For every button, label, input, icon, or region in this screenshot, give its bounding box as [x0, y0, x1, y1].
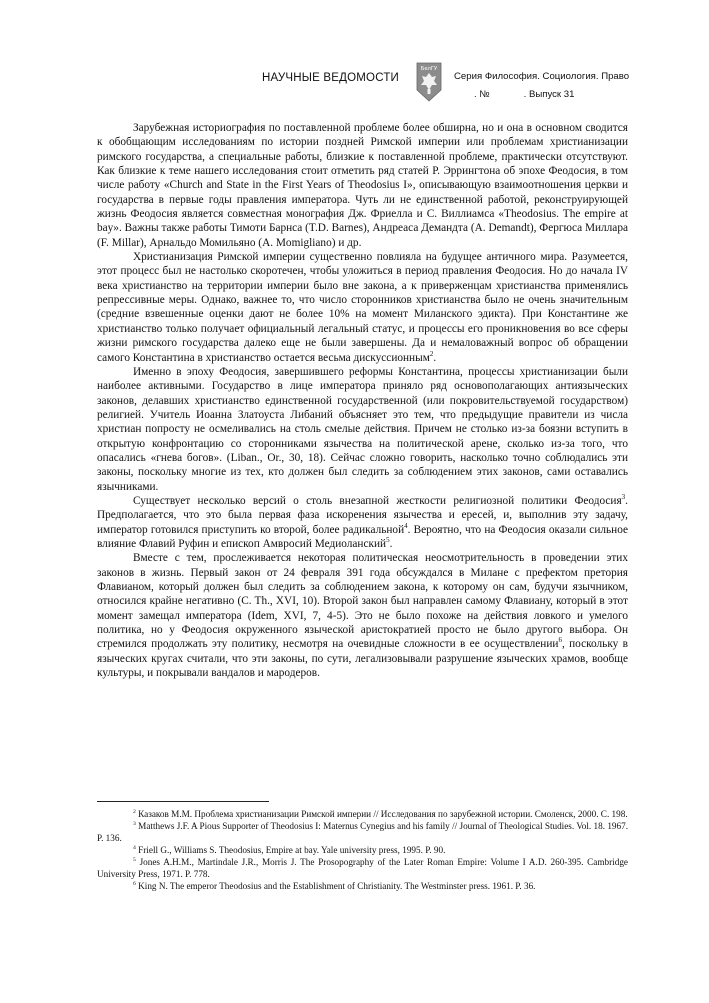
footnote-number: 6 — [133, 880, 136, 887]
footnotes — [97, 808, 628, 892]
footnote-number: 3 — [133, 820, 136, 827]
issue-label: . Выпуск 31 — [523, 89, 575, 100]
paragraph: Именно в эпоху Феодосия, завершившего реформы Константина, процессы христианизации были наиболее активными. Государство в лице императора приняло ряд основополагающих антиязыческих законов, делавших христианство единственной государственной (или покровительствуемой государством) религией. Учитель Иоанна Златоуста Либаний объясняет это тем, что предыдущие правители из числа христиан попросту не осмеливались на столь смелые действия. Причем не столько из-за боязни вступить в открытую конфронтацию со сторонниками язычества на политической арене, сколько из-за того, что опасались «гнева богов». (Liban., Or., 30, 18). Сейчас сложно говорить, насколько точно соблюдались эти законы, поскольку многие из тех, кто должен был следить за соблюдением этих законов, сами оставались язычниками. — [97, 365, 628, 493]
footnote: $^3$ Matthews J.F. A Pious Supporter of Theodosius I: Maternus Cynegius and his family // Journal of Theological Studies. Vol. 18. 1967. P. 136. — [97, 820, 628, 843]
footnote-ref[interactable]: 4 — [404, 521, 408, 530]
number-label: . № — [474, 89, 490, 100]
university-logo — [416, 62, 442, 102]
footnote: $^6$ King N. The emperor Theodosius and the Establishment of Christianity. The Westminster press. 1961. P. 36. — [133, 880, 536, 891]
series-title: Серия Философия. Социология. Право — [454, 71, 630, 82]
paragraph: Существует несколько версий о столь внезапной жесткости религиозной политики Феодосия$^3$. Предполагается, что это была первая фаза искоренения язычества и ересей, и, выполнив эту задачу, император готовился приступить ко второй, более радикальной$^4$. Вероятно, что на Феодосия оказали сильное влияние Флавий Руфин и епископ Амвросий Медиоланский$^5$. — [97, 493, 629, 550]
logo-lettering: БелГУ — [420, 66, 438, 72]
footnote-ref[interactable]: 6 — [558, 636, 562, 645]
footnote-ref[interactable]: 5 — [386, 536, 390, 545]
footnote-number: 5 — [133, 856, 136, 863]
series-info — [454, 68, 629, 104]
footnote: $^5$ Jones A.H.M., Martindale J.R., Morris J. The Prosopography of the Later Roman Empire: Volume I A.D. 260-395. Cambridge University Press, 1971. P. 778. — [97, 856, 629, 879]
footnote: $^4$ Friell G., Williams S. Theodosius, Empire at bay. Yale university press, 1995. P. 90. — [133, 844, 446, 855]
footnote-divider — [97, 801, 269, 802]
issue-line — [454, 86, 629, 104]
footnote-ref[interactable]: 3 — [621, 493, 626, 502]
article-body — [97, 121, 628, 680]
journal-title: НАУЧНЫЕ ВЕДОМОСТИ — [262, 72, 400, 84]
footnote-number: 2 — [133, 808, 136, 815]
paragraph: Вместе с тем, прослеживается некоторая политическая неосмотрительность в проведении этих законов в жизнь. Первый закон от 24 февраля 391 года обсуждался в Милане с префектом претория Флавианом, который должен был следить за соблюдением закона, к которому он сам, будучи язычником, относился крайне негативно (C. Th., XVI, 10). Второй закон был направлен самому Флавиану, который в этот момент замещал императора (Idem, XVI, 7, 4-5). Это не было похоже на действия ловкого и умелого политика, но у Феодосия окруженного языческой аристократией просто не было другого выбора. Он стремился продолжать эту политику, несмотря на очевидные сложности в ее осуществлении$^6$, поскольку в языческих кругах считали, что эти законы, по сути, легализовывали разрушение языческих храмов, вообще культуры, и покрывали вандалов и мародеров. — [97, 552, 628, 680]
footnote-number: 4 — [133, 844, 136, 851]
footnote: $^2$ Казаков М.М. Проблема христианизации Римской империи // Исследования по зарубежной истории. Смоленск, 2000. С. 198. — [133, 808, 628, 819]
paragraph: Зарубежная историография по поставленной проблеме более обширна, но и она в основном сводится к обобщающим исследованиям по истории поздней Римской империи или проблемам христианизации римского государства, а специальные работы, близкие к поставленной проблеме, практически отсутствуют. Как близкие к теме нашего исследования стоит отметить ряд статей Р. Эррингтона об эпохе Феодосия, в том числе работу «Church and State in the First Years of Theodosius I», описывающую взаимоотношения церкви и государства в первые годы правления императора. Чуть ли не единственной работой, реконструирующей жизнь Феодосия является совместная монография Дж. Фриелла и С. Виллиамса «Theodosius. The empire at bay». Важны также работы Тимоти Барнса (T.D. Barnes), Андреаса Демандта (A. Demandt), Фергюса Миллара (F. Millar), Арнальдо Момильяно (A. Momigliano) и др. — [97, 122, 628, 249]
paragraph: Христианизация Римской империи существенно повлияла на будущее античного мира. Разумеется, этот процесс был не настолько скоротечен, чтобы уложиться в период правления Феодосия. Но до начала IV века христианство на территории империи было вне закона, а к приверженцам христианства применялись репрессивные меры. Однако, важнее то, что число сторонников христианства было не очень значительным (средние взвешенные оценки дают не более 10% на момент Миланского эдикта). При Константине же христианство только получает официальный легальный статус, и процессы его проникновения во все сферы жизни римского государства далеко еще не были завершены. Да и немаловажный вопрос об обращении самого Константина в христианство остается весьма дискуссионным$^2$. — [97, 251, 628, 364]
footnote-ref[interactable]: 2 — [429, 349, 434, 358]
